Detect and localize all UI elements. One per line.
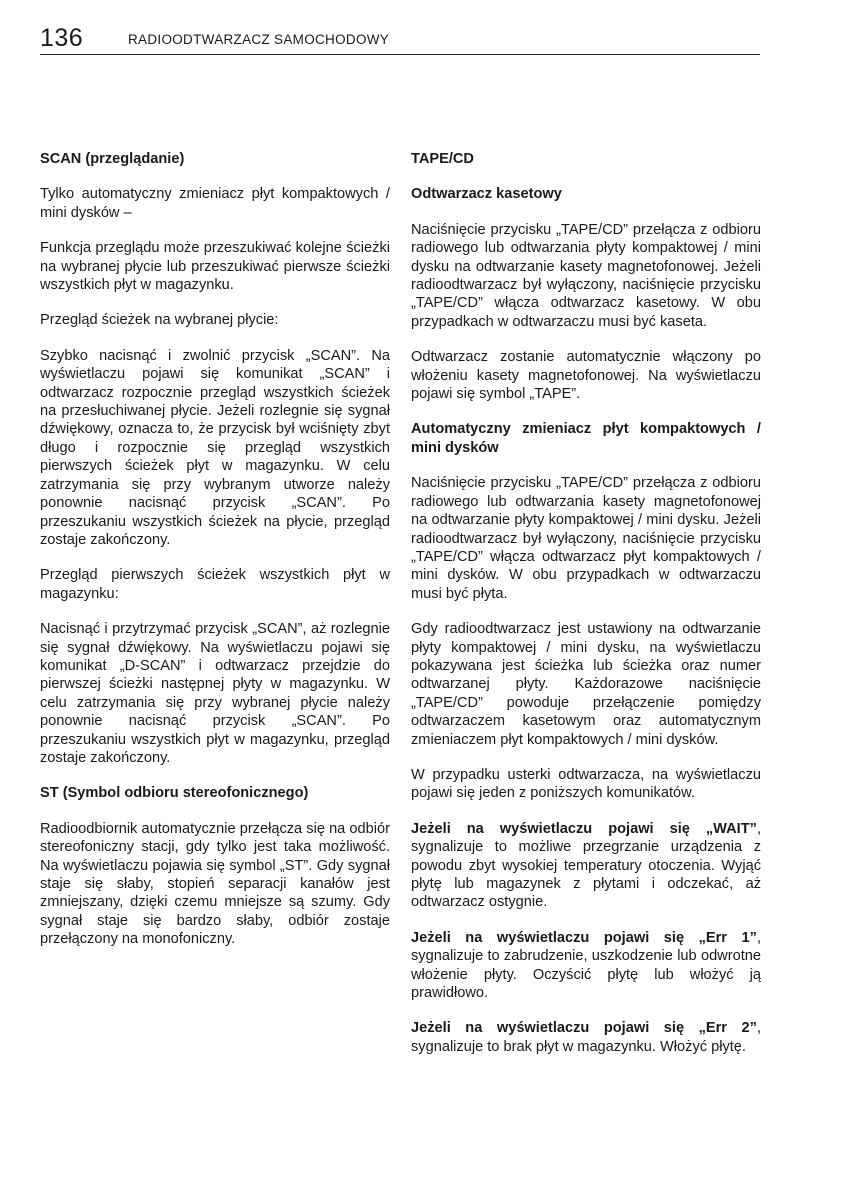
err2-message-lead: Jeżeli na wyświetlaczu pojawi się „Err 2”	[411, 1020, 757, 1037]
scan-paragraph-4: Szybko nacisnąć i zwolnić przycisk „SCAN”. Na wyświetlaczu pojawi się komunikat „SCAN” i odtwarzacz rozpocznie przegląd wszystkich ścieżek na przesłuchiwanej płycie. Jeżeli rozlegnie się sygnał dźwiękowy, oznacza to, że przycisk był wciśnięty zbyt długo i rozpocznie się przegląd wszystkich pierwszych ścieżek płyt w magazynku. W celu zatrzymania się przy wybranym utworze należy ponownie nacisnąć przycisk „SCAN”. Po przeszukaniu wszystkich ścieżek na płycie, przegląd zostaje zakończony.	[40, 347, 390, 548]
section-title: RADIOODTWARZACZ SAMOCHODOWY	[128, 32, 390, 47]
cassette-heading: Odtwarzacz kasetowy	[411, 186, 562, 203]
wait-message-paragraph	[411, 820, 761, 912]
left-column	[40, 150, 390, 966]
cassette-paragraph-2: Odtwarzacz zostanie automatycznie włączony po włożeniu kasety magnetofonowej. Na wyświetlaczu pojawi się symbol „TAPE”.	[411, 349, 761, 403]
err1-message-lead: Jeżeli na wyświetlaczu pojawi się „Err 1”	[411, 929, 757, 946]
err2-message-text: , sygnalizuje to brak płyt w magazynku. Włożyć płytę.	[411, 1020, 761, 1055]
st-heading: ST (Symbol odbioru stereofonicznego)	[40, 785, 309, 802]
page-number: 136	[40, 24, 84, 52]
wait-message-lead: Jeżeli na wyświetlaczu pojawi się „WAIT”	[411, 820, 757, 837]
right-column	[411, 150, 761, 1073]
err1-message-text: , sygnalizuje to zabrudzenie, uszkodzenie lub odwrotne włożenie płyty. Oczyścić płytę lub włożyć ją prawidłowo.	[411, 929, 761, 1002]
scan-paragraph-5: Przegląd pierwszych ścieżek wszystkich płyt w magazynku:	[40, 567, 390, 602]
scan-paragraph-2: Funkcja przeglądu może przeszukiwać kolejne ścieżki na wybranej płycie lub przeszukiwać pierwsze ścieżki wszystkich płyt w magazynku.	[40, 240, 390, 294]
changer-heading: Automatyczny zmieniacz płyt kompaktowych / mini dysków	[411, 421, 761, 456]
changer-paragraph-2: Gdy radioodtwarzacz jest ustawiony na odtwarzanie płyty kompaktowej / mini dysku, na wyświetlaczu pokazywana jest ścieżka lub ścieżka oraz numer odtwarzanej płyty. Każdorazowe naciśnięcie „TAPE/CD” powoduje przełączenie pomiędzy odtwarzaczem kasetowym oraz automatycznym zmieniaczem płyt kompaktowych / mini dysków.	[411, 621, 761, 748]
scan-paragraph-1: Tylko automatyczny zmieniacz płyt kompaktowych / mini dysków –	[40, 186, 390, 221]
scan-heading: SCAN (przeglądanie)	[40, 151, 185, 167]
page-header	[40, 24, 760, 55]
wait-message-text: , sygnalizuje to możliwe przegrzanie urządzenia z powodu zbyt wysokiej temperatury otoczenia. Wyjąć płytę lub magazynek z płytami i odczekać, aż odtwarzacz ostygnie.	[411, 820, 761, 911]
changer-paragraph-1: Naciśnięcie przycisku „TAPE/CD” przełącza z odbioru radiowego lub odtwarzania kasety magnetofonowej na odtwarzanie płyty kompaktowej / mini dysku. Jeżeli radioodtwarzacz był wyłączony, naciśnięcie przycisku „TAPE/CD” włącza odtwarzacz płyt kompaktowych / mini dysków. W obu przypadkach w odtwarzaczu musi być płyta.	[411, 475, 761, 602]
scan-paragraph-6: Nacisnąć i przytrzymać przycisk „SCAN”, aż rozlegnie się sygnał dźwiękowy. Na wyświetlaczu pojawi się komunikat „D-SCAN” i odtwarzacz przejdzie do pierwszej ścieżki następnej płyty w magazynku. W celu zatrzymania się przy wybranej płycie należy ponownie nacisnąć przycisk „SCAN”. Po przeszukaniu wszystkich płyt w magazynku, przegląd zostaje zakończony.	[40, 621, 390, 766]
err1-message-paragraph	[411, 929, 761, 1003]
changer-paragraph-3: W przypadku usterki odtwarzacza, na wyświetlaczu pojawi się jeden z poniższych komunikatów.	[411, 766, 761, 802]
cassette-paragraph-1: Naciśnięcie przycisku „TAPE/CD” przełącza z odbioru radiowego lub odtwarzania płyty kompaktowej / mini dysku na odtwarzanie kasety magnetofonowej. Jeżeli radioodtwarzacz był wyłączony, naciśnięcie przycisku „TAPE/CD” włącza odtwarzacz kasetowy. W obu przypadkach w odtwarzaczu musi być kaseta.	[411, 221, 761, 330]
err2-message-paragraph	[411, 1019, 761, 1056]
tape-cd-heading: TAPE/CD	[411, 151, 474, 167]
st-paragraph-1: Radioodbiornik automatycznie przełącza się na odbiór stereofoniczny stacji, gdy tylko jest taka możliwość. Na wyświetlaczu pojawia się symbol „ST”. Gdy sygnał staje się słaby, stopień separacji kanałów jest zmniejszany, dzięki czemu mniejsze są szumy. Gdy sygnał staje się bardzo słaby, odbiór zostaje przełączony na monofoniczny.	[40, 820, 390, 948]
scan-paragraph-3: Przegląd ścieżek na wybranej płycie:	[40, 312, 279, 329]
